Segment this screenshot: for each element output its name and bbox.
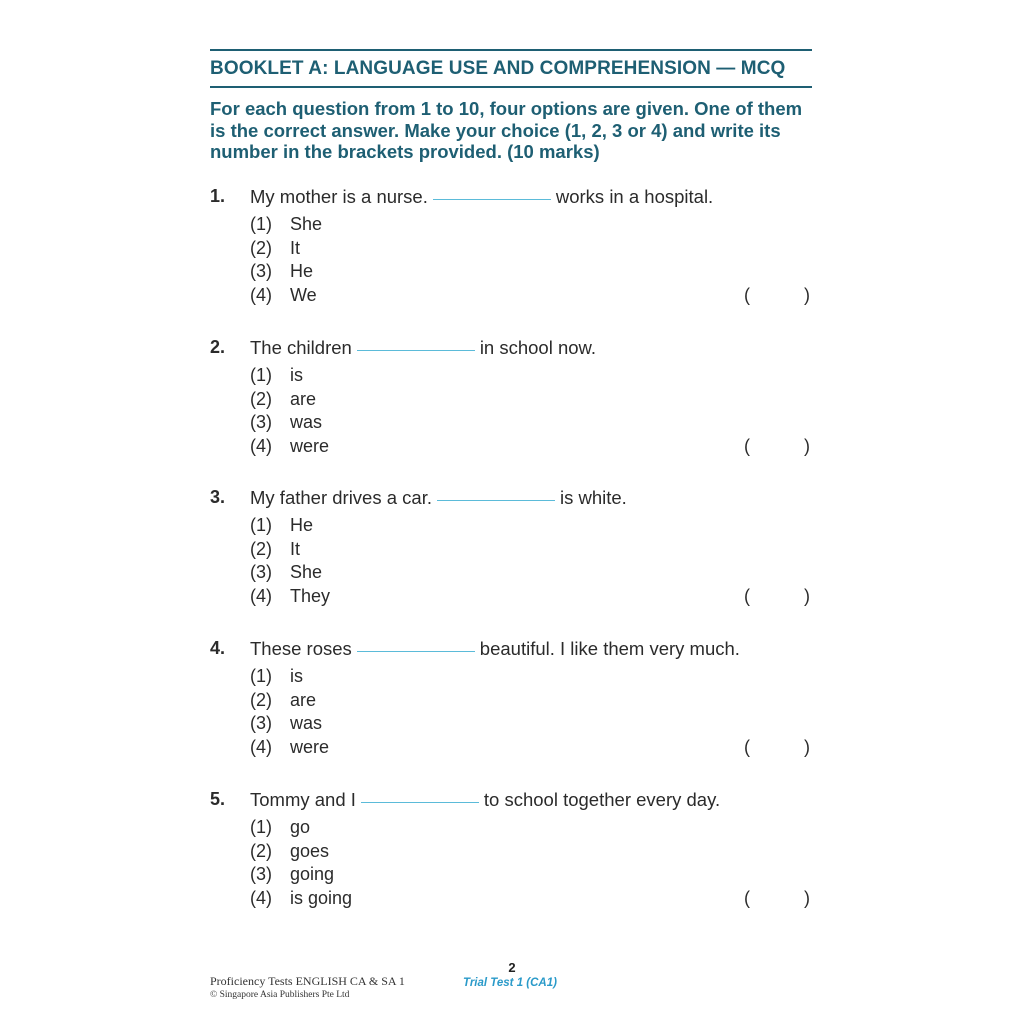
options-list bbox=[250, 817, 352, 911]
answer-blank bbox=[437, 499, 555, 501]
option-3: (3) He bbox=[250, 261, 314, 281]
question-number: 2. bbox=[210, 337, 226, 357]
option-1: (1) is bbox=[250, 365, 303, 385]
trial-test-label: Trial Test 1 (CA1) bbox=[463, 977, 557, 989]
question-stem bbox=[250, 186, 713, 208]
option-4: (4) were bbox=[250, 435, 330, 456]
header-top-rule bbox=[210, 49, 812, 51]
answer-bracket-close: ) bbox=[804, 888, 810, 908]
question-stem bbox=[250, 638, 740, 660]
stem-before: Tommy and I bbox=[250, 789, 356, 810]
option-1: (1) She bbox=[250, 214, 323, 234]
option-3: (3) going bbox=[250, 864, 335, 884]
instructions-text: For each question from 1 to 10, four options are given. One of them is the correct answer. Make your choice (1, 2, 3 or 4) and write its number in the brackets provided. (10 marks) bbox=[210, 98, 803, 162]
option-4: (4) is going bbox=[250, 887, 353, 908]
options-list bbox=[250, 365, 329, 459]
question-number: 3. bbox=[210, 487, 226, 507]
footer-copyright: © Singapore Asia Publishers Pte Ltd bbox=[210, 990, 350, 1000]
answer-bracket-open: ( bbox=[744, 586, 750, 606]
options-list bbox=[250, 214, 322, 308]
answer-bracket-close: ) bbox=[804, 436, 810, 456]
option-4: (4) were bbox=[250, 736, 330, 757]
answer-bracket-close: ) bbox=[804, 737, 810, 757]
options-list bbox=[250, 666, 329, 760]
stem-before: My father drives a car. bbox=[250, 487, 432, 508]
stem-after: is white. bbox=[559, 487, 627, 508]
option-1: (1) He bbox=[250, 515, 314, 535]
stem-after: works in a hospital. bbox=[555, 186, 714, 207]
option-3: (3) was bbox=[250, 412, 323, 432]
stem-after: in school now. bbox=[479, 337, 597, 358]
option-4: (4) We bbox=[250, 284, 317, 305]
option-2: (2) are bbox=[250, 388, 317, 409]
option-2: (2) are bbox=[250, 689, 317, 710]
footer-book-title: Proficiency Tests ENGLISH CA & SA 1 bbox=[210, 974, 405, 988]
options-list bbox=[250, 515, 330, 609]
option-2: (2) It bbox=[250, 538, 301, 559]
answer-bracket-close: ) bbox=[804, 586, 810, 606]
header-bottom-rule bbox=[210, 86, 812, 88]
question-number: 5. bbox=[210, 789, 226, 809]
answer-blank bbox=[357, 349, 475, 351]
stem-before: These roses bbox=[250, 638, 352, 659]
answer-blank bbox=[361, 801, 479, 803]
page-number: 2 bbox=[508, 960, 516, 975]
stem-after: beautiful. I like them very much. bbox=[479, 638, 740, 659]
answer-bracket-close: ) bbox=[804, 285, 810, 305]
option-4: (4) They bbox=[250, 585, 331, 606]
stem-after: to school together every day. bbox=[483, 789, 721, 810]
answer-blank bbox=[357, 650, 475, 652]
question-number: 1. bbox=[210, 186, 226, 206]
answer-bracket-open: ( bbox=[744, 436, 750, 456]
answer-bracket-open: ( bbox=[744, 285, 750, 305]
answer-bracket-open: ( bbox=[744, 888, 750, 908]
answer-blank bbox=[433, 198, 551, 200]
stem-before: The children bbox=[250, 337, 352, 358]
stem-before: My mother is a nurse. bbox=[250, 186, 428, 207]
question-stem bbox=[250, 789, 720, 811]
option-2: (2) goes bbox=[250, 840, 330, 861]
option-1: (1) is bbox=[250, 666, 303, 686]
option-1: (1) go bbox=[250, 817, 311, 837]
option-2: (2) It bbox=[250, 237, 301, 258]
option-3: (3) was bbox=[250, 713, 323, 733]
booklet-heading: BOOKLET A: LANGUAGE USE AND COMPREHENSION — MCQ bbox=[210, 58, 786, 79]
answer-bracket-open: ( bbox=[744, 737, 750, 757]
question-number: 4. bbox=[210, 638, 226, 658]
question-stem bbox=[250, 337, 596, 359]
question-stem bbox=[250, 487, 627, 509]
option-3: (3) She bbox=[250, 562, 323, 582]
